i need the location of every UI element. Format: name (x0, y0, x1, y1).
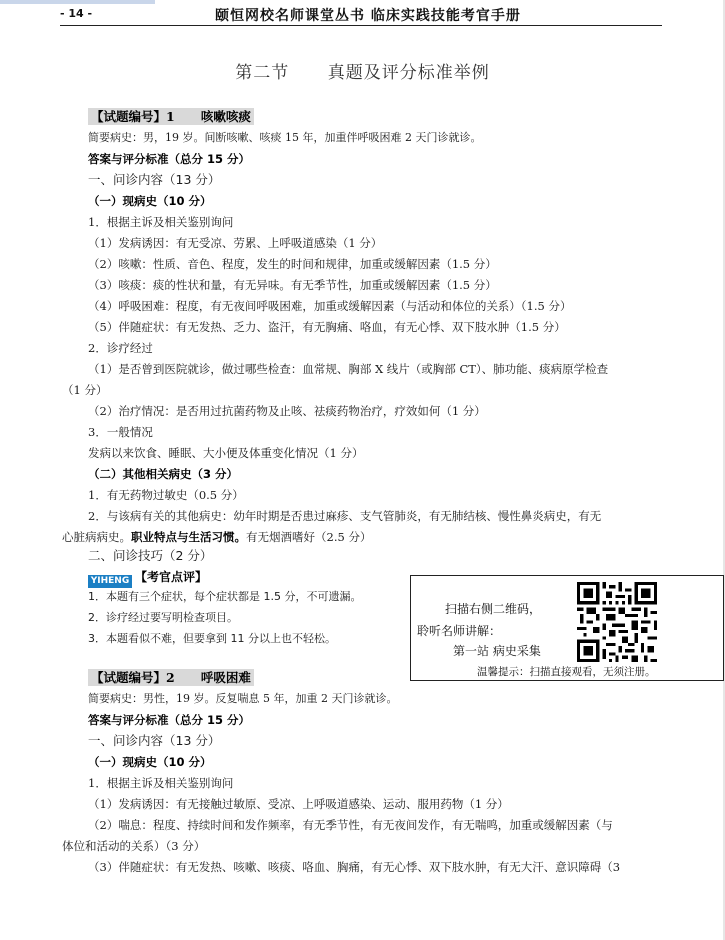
review-item3: 3．本题看似不难，但要拿到 11 分以上也不轻松。 (88, 632, 336, 645)
qr-tip: 温馨提示：扫描直接观看，无须注册。 (477, 666, 656, 678)
case1-visit2: （2）治疗情况：是否用过抗菌药物及止咳、祛痰药物治疗，疗效如何（1 分） (88, 404, 486, 418)
case1-p3: 3．一般情况 (88, 425, 153, 439)
top-accent-bar (0, 0, 155, 4)
case1-heading (88, 109, 254, 125)
qr-callout (410, 575, 724, 681)
case1-item2: （2）咳嗽：性质、音色、程度，发生的时间和规律，加重或缓解因素（1.5 分） (88, 257, 497, 271)
case1-summary: 简要病史：男，19 岁。间断咳嗽、咳痰 15 年，加重伴呼吸困难 2 天门诊就诊。 (88, 131, 482, 144)
review-heading (88, 569, 207, 588)
case2-item2: （2）喘息：程度、持续时间和发作频率，有无季节性，有无夜间发作，有无喘鸣，加重或缓解因素（与 (88, 818, 613, 832)
qr-code-icon[interactable] (577, 582, 657, 662)
yiheng-logo: YIHENG (88, 575, 132, 588)
case2-p1: 1．根据主诉及相关鉴别询问 (88, 776, 234, 790)
case1-general: 发病以来饮食、睡眠、大小便及体重变化情况（1 分） (88, 446, 364, 460)
case1-sub2: （二）其他相关病史（3 分） (88, 467, 239, 481)
case1-other2-occupation: 职业特点与生活习惯。 (131, 530, 246, 544)
case1-item1: （1）发病诱因：有无受凉、劳累、上呼吸道感染（1 分） (88, 236, 383, 250)
case1-other2-heart: 心脏病病史。 (62, 530, 131, 544)
case1-p1: 1．根据主诉及相关鉴别询问 (88, 215, 234, 229)
case2-part1: 一、问诊内容（13 分） (88, 733, 221, 748)
qr-line1: 扫描右侧二维码， (445, 602, 542, 616)
running-header (60, 5, 662, 25)
case1-item3: （3）咳痰：痰的性状和量，有无异味。有无季节性，加重或缓解因素（1.5 分） (88, 278, 497, 292)
case1-visit1-cont: （1 分） (62, 383, 108, 397)
case1-other2-cont (62, 529, 371, 545)
case2-summary: 简要病史：男性，19 岁。反复喘息 5 年，加重 2 天门诊就诊。 (88, 692, 398, 705)
case1-other1: 1．有无药物过敏史（0.5 分） (88, 488, 244, 502)
case1-item4: （4）呼吸困难：程度，有无夜间呼吸困难，加重或缓解因素（与活动和体位的关系）（1.5 分） (88, 299, 572, 313)
case1-other2-smoking: 有无烟酒嗜好（2.5 分） (246, 530, 372, 544)
case1-answer-heading: 答案与评分标准（总分 15 分） (88, 152, 251, 166)
case1-p2: 2．诊疗经过 (88, 341, 153, 355)
case1-part2: 二、问诊技巧（2 分） (88, 548, 213, 563)
case2-sub1: （一）现病史（10 分） (88, 755, 212, 769)
case2-item1: （1）发病诱因：有无接触过敏原、受凉、上呼吸道感染、运动、服用药物（1 分） (88, 797, 509, 811)
header-rule (60, 25, 662, 26)
case1-part1: 一、问诊内容（13 分） (88, 172, 221, 187)
review-item2: 2．诊疗经过要写明检查项目。 (88, 611, 238, 624)
case1-name: 咳嗽咳痰 (200, 109, 251, 124)
review-item1: 1．本题有三个症状，每个症状都是 1.5 分，不可遗漏。 (88, 590, 362, 603)
case2-item2-cont: 体位和活动的关系）（3 分） (62, 839, 206, 853)
case1-visit1: （1）是否曾到医院就诊，做过哪些检查：血常规、胸部 X 线片（或胸部 CT）、肺功能、痰病原学检查 (88, 362, 609, 376)
case2-answer-heading: 答案与评分标准（总分 15 分） (88, 713, 251, 727)
case2-name: 呼吸困难 (200, 670, 251, 685)
qr-line3: 第一站 病史采集 (453, 644, 541, 658)
case2-item3: （3）伴随症状：有无发热、咳嗽、咳痰、咯血、胸痛，有无心悸、双下肢水肿，有无大汗、意识障碍（3 (88, 860, 621, 874)
case1-item5: （5）伴随症状：有无发热、乏力、盗汗，有无胸痛、咯血，有无心悸、双下肢水肿（1.5 分） (88, 320, 566, 334)
case1-sub1: （一）现病史（10 分） (88, 194, 212, 208)
case2-heading (88, 670, 254, 686)
case1-tag: 【试题编号】1 (91, 109, 175, 124)
review-label: 【考官点评】 (135, 570, 208, 584)
qr-line2: 聆听名师讲解： (417, 624, 502, 638)
page-number: - 14 - (60, 7, 93, 20)
case1-other2: 2．与该病有关的其他病史：幼年时期是否患过麻疹、支气管肺炎，有无肺结核、慢性鼻炎病史，有无 (88, 509, 602, 523)
section-title: 第二节 真题及评分标准举例 (235, 63, 490, 83)
book-title: 颐恒网校名师课堂丛书 临床实践技能考官手册 (215, 8, 521, 24)
case2-tag: 【试题编号】2 (91, 670, 175, 685)
